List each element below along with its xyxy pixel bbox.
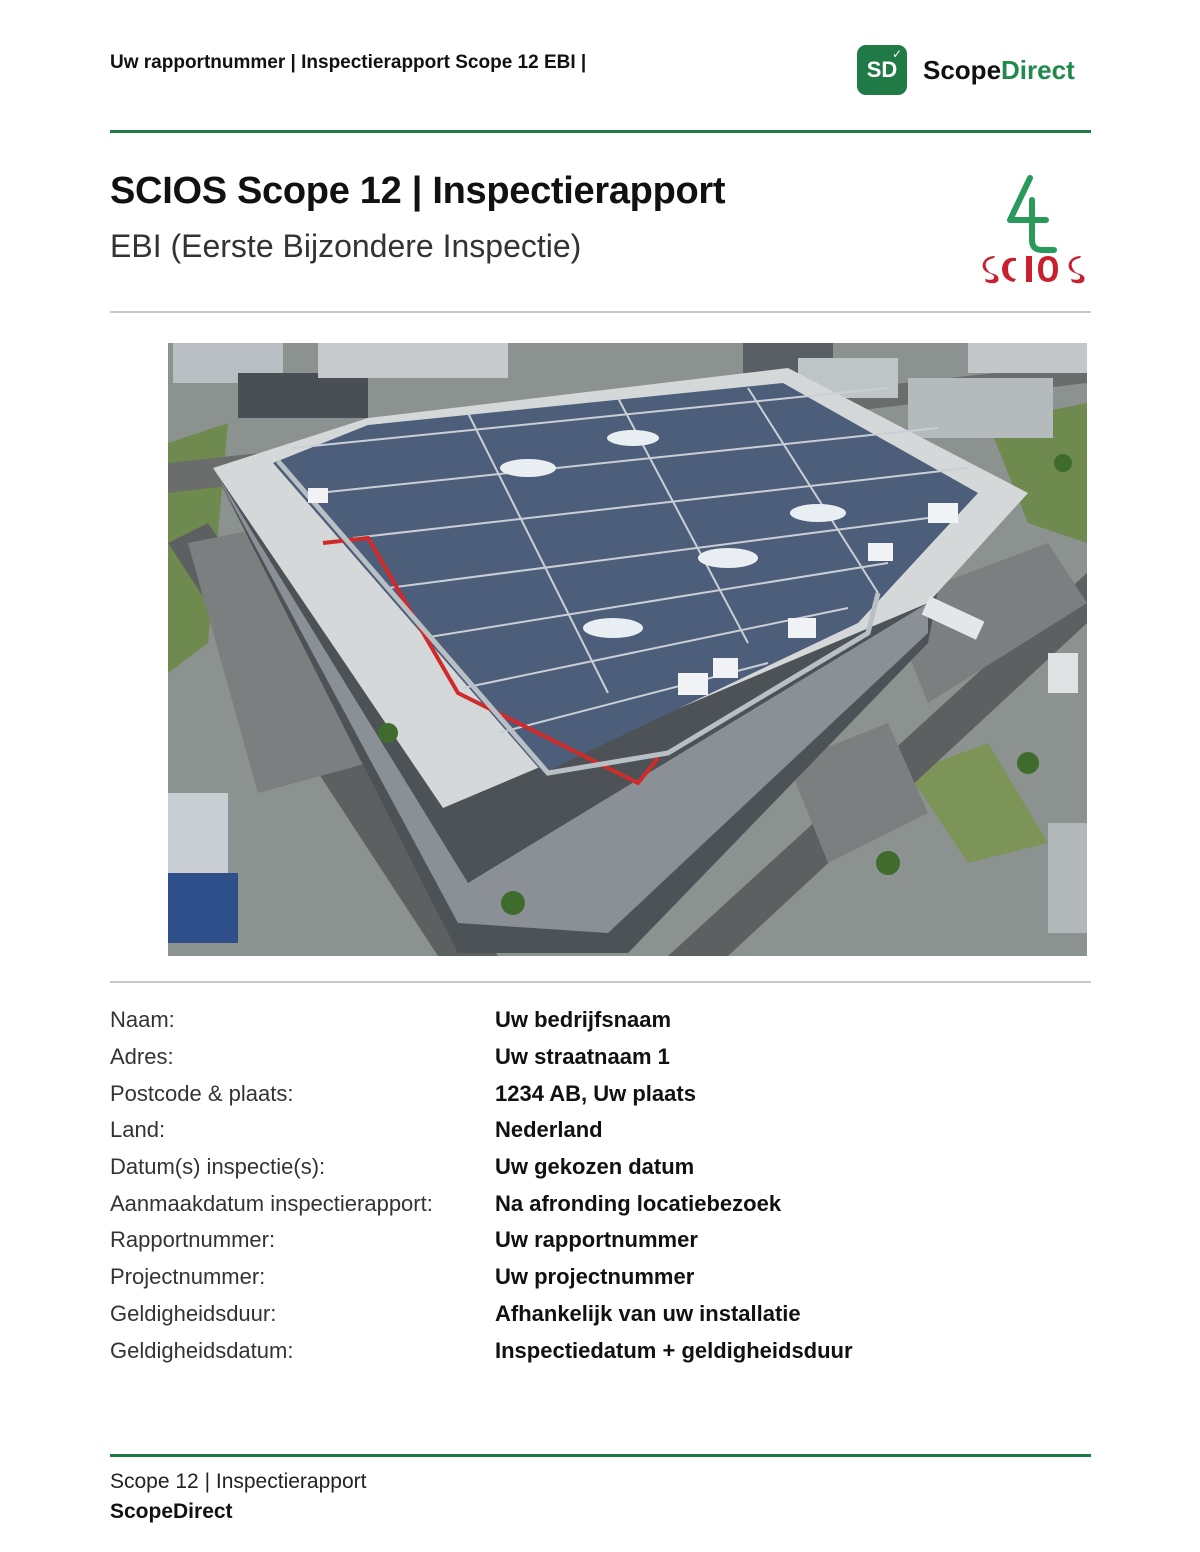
footer-brand: ScopeDirect: [110, 1500, 233, 1523]
detail-value: Uw rapportnummer: [495, 1227, 698, 1253]
detail-value: Inspectiedatum + geldigheidsduur: [495, 1337, 853, 1363]
detail-label: Adres:: [110, 1044, 174, 1070]
detail-row-geldigheidsduur: [110, 1296, 853, 1333]
building-aerial-photo: [168, 343, 1087, 956]
report-details: [110, 1002, 853, 1369]
aerial-image: [168, 343, 1087, 956]
detail-value: Afhankelijk van uw installatie: [495, 1300, 801, 1326]
detail-label: Geldigheidsdatum:: [110, 1337, 294, 1363]
detail-label: Rapportnummer:: [110, 1227, 276, 1253]
scopedirect-badge-icon: [857, 45, 907, 95]
detail-label: Aanmaakdatum inspectierapport:: [110, 1190, 433, 1216]
document-title: SCIOS Scope 12 | Inspectierapport: [110, 170, 726, 212]
detail-label: Postcode & plaats:: [110, 1080, 294, 1106]
document-subtitle: EBI (Eerste Bijzondere Inspectie): [110, 228, 582, 264]
badge-text: SD: [866, 57, 898, 82]
detail-value: 1234 AB, Uw plaats: [495, 1080, 696, 1106]
footer-title: Scope 12 | Inspectierapport: [110, 1470, 367, 1493]
detail-row-postcode: [110, 1075, 853, 1112]
footer-divider: [110, 1454, 1091, 1457]
detail-value: Uw projectnummer: [495, 1264, 695, 1290]
scopedirect-logo: [857, 45, 1075, 95]
brand-name: [923, 55, 1075, 86]
brand-name-part2: Direct: [1001, 54, 1075, 85]
scios-logo: [980, 170, 1092, 285]
detail-label: Geldigheidsduur:: [110, 1300, 277, 1326]
detail-value: Na afronding locatiebezoek: [495, 1190, 782, 1216]
detail-row-aanmaakdatum: [110, 1185, 853, 1222]
detail-value: Uw bedrijfsnaam: [495, 1007, 672, 1033]
detail-row-datum-inspectie: [110, 1149, 853, 1186]
detail-row-rapportnummer: [110, 1222, 853, 1259]
detail-value: Uw gekozen datum: [495, 1154, 695, 1180]
detail-label: Naam:: [110, 1007, 175, 1033]
detail-value: Nederland: [495, 1117, 603, 1143]
header-divider: [110, 130, 1091, 133]
scios-wordmark-icon: [983, 256, 1085, 283]
brand-name-part1: Scope: [923, 54, 1002, 85]
detail-label: Datum(s) inspectie(s):: [110, 1154, 326, 1180]
detail-label: Land:: [110, 1117, 166, 1143]
photo-divider: [110, 981, 1091, 983]
detail-row-geldigheidsdatum: [110, 1332, 853, 1369]
scios-mark-icon: [1010, 178, 1054, 250]
detail-value: Uw straatnaam 1: [495, 1044, 670, 1070]
detail-label: Projectnummer:: [110, 1264, 266, 1290]
detail-row-projectnummer: [110, 1259, 853, 1296]
title-divider: [110, 311, 1091, 313]
header-report-reference: Uw rapportnummer | Inspectierapport Scope 12 EBI |: [110, 52, 587, 73]
detail-row-naam: [110, 1002, 853, 1039]
checkmark-icon: ✓: [891, 47, 902, 61]
detail-row-land: [110, 1112, 853, 1149]
detail-row-adres: [110, 1039, 853, 1076]
